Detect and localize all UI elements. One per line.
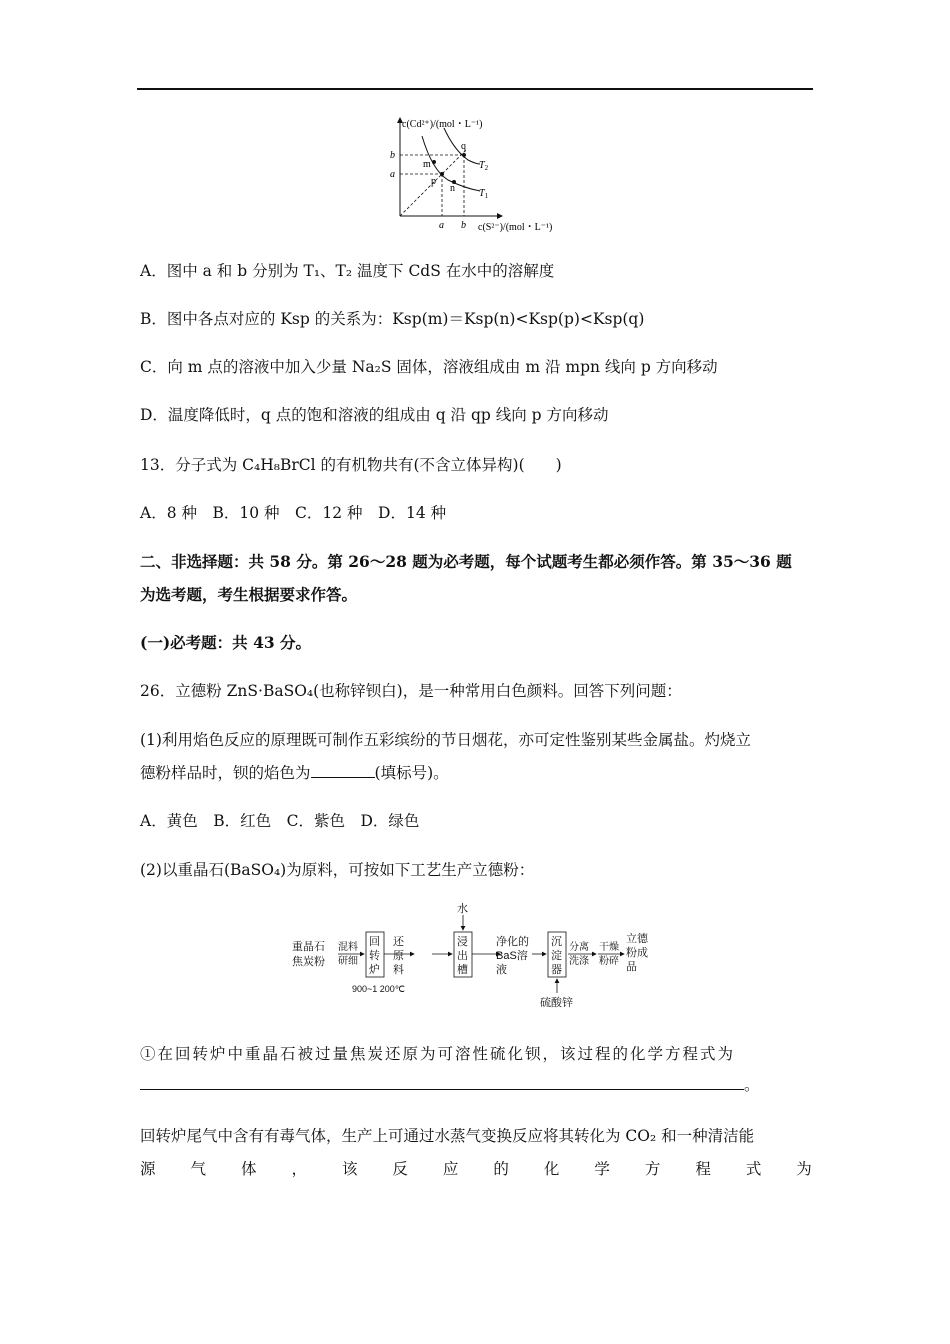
word: 为 [796, 1160, 812, 1178]
purified-line-1: 净化的 [496, 936, 529, 948]
label-t1: $T_1$ [479, 188, 489, 200]
option-12c: C．向 m 点的溶液中加入少量 Na₂S 固体，溶液组成由 m 沿 mpn 线向 p 方向移动 [140, 358, 718, 376]
question-26-sub1-answer-line [140, 1073, 760, 1095]
reduced-char-3: 料 [393, 964, 404, 976]
option-12d: D．温度降低时，q 点的饱和溶液的组成由 q 沿 qp 线向 p 方向移动 [140, 406, 609, 424]
raw-material-2: 焦炭粉 [292, 956, 325, 968]
dry-step-1: 干燥 [599, 942, 619, 953]
mix-step-1: 混料 [338, 942, 358, 953]
product-line-3: 品 [626, 961, 637, 973]
tick-a-y: a [390, 169, 395, 180]
precip-char-3: 器 [551, 964, 562, 976]
word: 应 [442, 1160, 459, 1178]
label-n: n [450, 183, 455, 194]
word: ， [291, 1160, 307, 1178]
dry-step-2: 粉碎 [599, 956, 619, 967]
word: 程 [695, 1160, 711, 1178]
purified-line-3: 液 [496, 964, 507, 976]
point-q [462, 153, 466, 157]
question-26-sub2-line2 [140, 1157, 812, 1179]
leach-char-3: 槽 [457, 964, 468, 976]
option-12b: B．图中各点对应的 Ksp 的关系为：Ksp(m)＝Ksp(n)<Ksp(p)<Ksp(q) [140, 310, 645, 328]
word: 化 [543, 1160, 560, 1178]
question-26-part2-stem: (2)以重晶石(BaSO₄)为原料，可按如下工艺生产立德粉： [140, 861, 535, 879]
word: 学 [594, 1160, 610, 1178]
label-p: p [431, 176, 436, 187]
kiln-char-1: 回 [369, 936, 380, 948]
kiln-char-2: 转 [369, 950, 380, 962]
tick-b-x: b [461, 220, 466, 231]
tick-b-y: b [390, 150, 395, 161]
leach-char-2: 出 [457, 950, 468, 962]
mix-step-2: 研细 [338, 956, 358, 967]
precip-char-2: 淀 [551, 950, 562, 962]
leach-char-1: 浸 [457, 936, 468, 948]
header-rule [137, 88, 813, 90]
raw-material-1: 重晶石 [292, 941, 325, 953]
label-m: m [423, 159, 431, 170]
section-2-subheading: (一)必考题：共 43 分。 [140, 633, 312, 652]
answer-blank-long [140, 1075, 744, 1090]
x-axis-label: c(S²⁻)/(mol・L⁻¹) [478, 222, 553, 233]
word: 式 [745, 1160, 762, 1178]
product-line-2: 粉成 [626, 947, 648, 959]
question-26-stem: 26．立德粉 ZnS·BaSO₄(也称锌钡白)，是一种常用白色颜料。回答下列问题： [140, 682, 682, 700]
question-13-stem: 13．分子式为 C₄H₈BrCl 的有机物共有(不含立体异构)( ) [140, 456, 562, 474]
label-t2: $T_2$ [479, 160, 489, 172]
solubility-graph [382, 114, 582, 236]
word: 的 [493, 1160, 509, 1178]
separate-step-2: 洗涤 [569, 956, 589, 967]
word: 方 [644, 1160, 661, 1178]
section-2-heading-line2: 为选考题，考生根据要求作答。 [140, 585, 358, 604]
kiln-char-3: 炉 [369, 964, 380, 976]
product-line-1: 立德 [626, 933, 648, 945]
word: 源 [140, 1160, 156, 1178]
precip-char-1: 沉 [551, 936, 562, 948]
water-label: 水 [457, 903, 468, 915]
reduced-char-2: 原 [393, 950, 404, 962]
part1-text-b: (填标号)。 [374, 764, 449, 782]
question-26-part1-line1: (1)利用焰色反应的原理既可制作五彩缤纷的节日烟花，亦可定性鉴别某些金属盐。灼烧立 [140, 731, 751, 749]
answer-blank [311, 763, 375, 778]
option-12a: A．图中 a 和 b 分别为 T₁、T₂ 温度下 CdS 在水中的溶解度 [140, 262, 555, 280]
process-flow-diagram [288, 898, 668, 1014]
part1-text-a: 德粉样品时，钡的焰色为 [140, 764, 311, 782]
separate-step-1: 分离 [569, 942, 589, 953]
word: 反 [392, 1160, 408, 1178]
word: 气 [190, 1160, 206, 1178]
question-26-sub1-line1: ①在回转炉中重晶石被过量焦炭还原为可溶性硫化钡，该过程的化学方程式为 [140, 1045, 736, 1063]
reduced-char-1: 还 [393, 936, 404, 948]
tick-a-x: a [439, 220, 444, 231]
question-26-part1-options: A．黄色 B．红色 C．紫色 D．绿色 [140, 812, 420, 830]
section-2-heading-line1: 二、非选择题：共 58 分。第 26～28 题为必考题，每个试题考生都必须作答。第 35～36 题 [140, 552, 792, 571]
word: 该 [341, 1160, 358, 1178]
question-13-options: A．8 种 B．10 种 C．12 种 D．14 种 [140, 504, 447, 522]
y-axis-label: c(Cd²⁺)/(mol・L⁻¹) [402, 119, 483, 130]
purified-line-2: BaS溶 [496, 950, 528, 962]
question-26-part1-line2 [140, 761, 449, 783]
kiln-temperature: 900~1 200℃ [352, 984, 405, 994]
point-m [432, 160, 436, 164]
zinc-sulfate-label: 硫酸锌 [540, 997, 573, 1009]
question-26-sub2-line1: 回转炉尾气中含有有毒气体，生产上可通过水蒸气变换反应将其转化为 CO₂ 和一种清洁能 [140, 1127, 755, 1145]
label-q: q [461, 141, 466, 152]
sub1-period: 。 [744, 1076, 760, 1094]
word: 体 [240, 1160, 257, 1178]
point-p [440, 172, 444, 176]
